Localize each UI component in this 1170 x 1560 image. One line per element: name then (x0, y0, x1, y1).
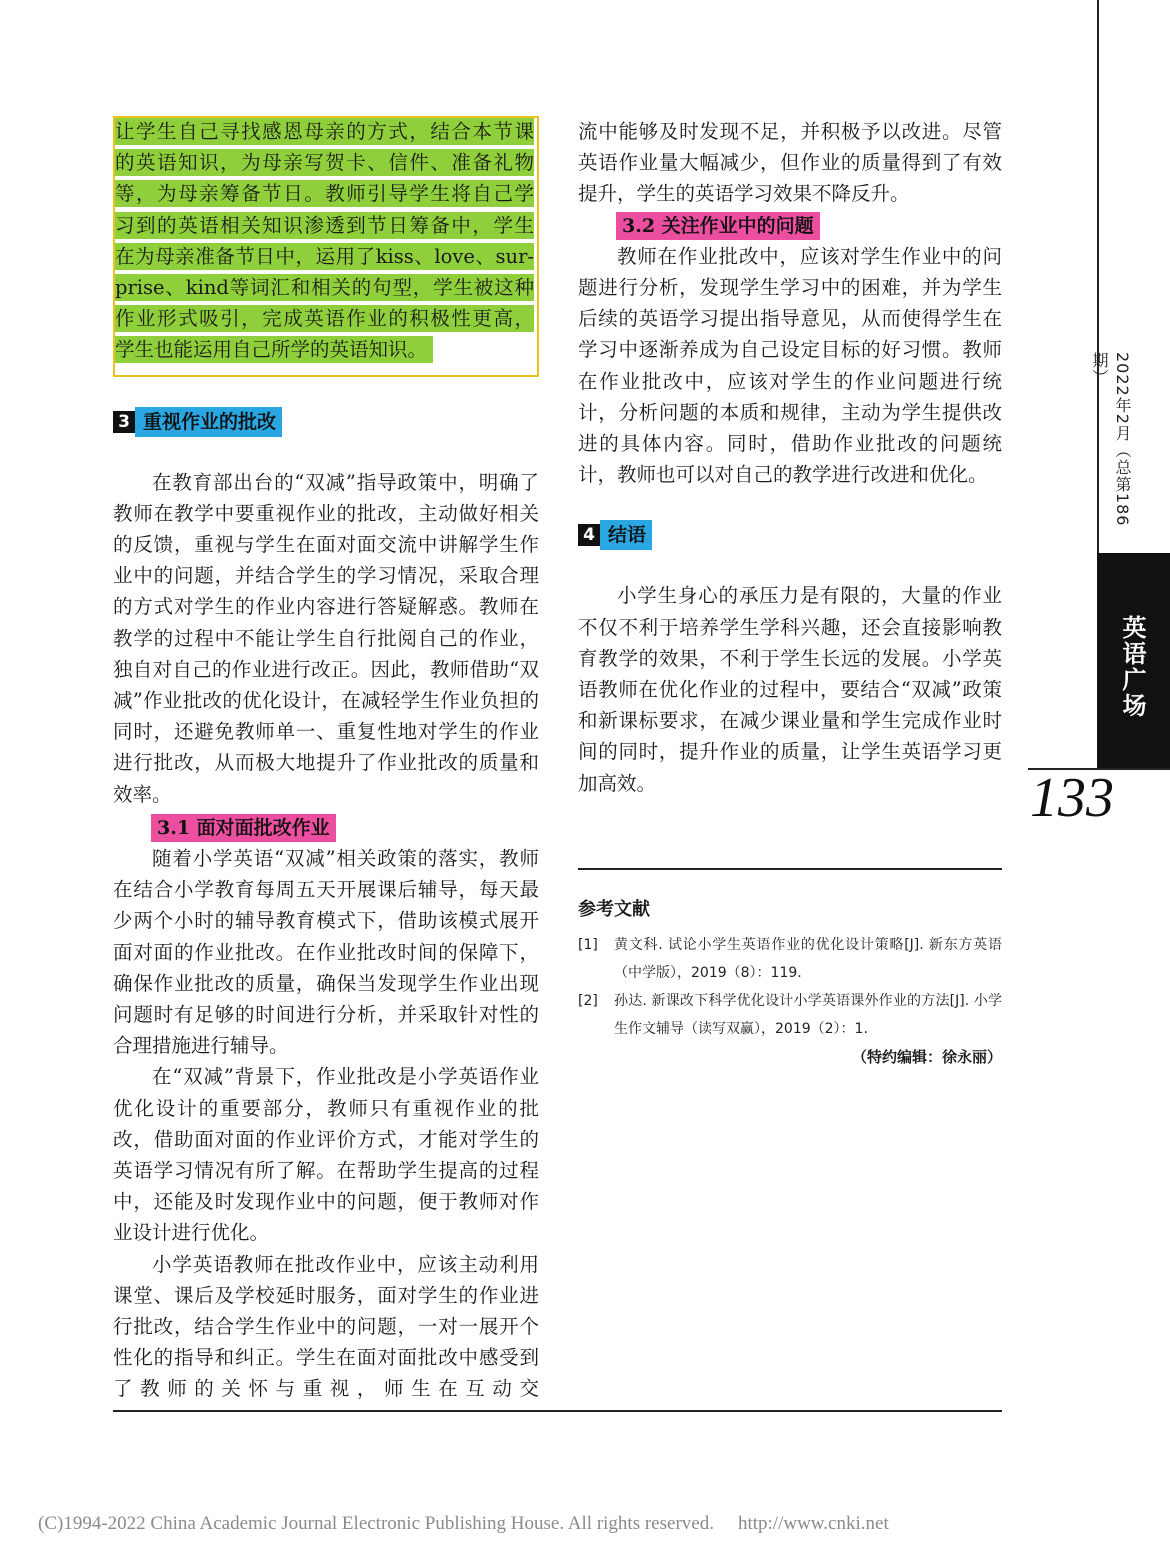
copyright-text: (C)1994-2022 China Academic Journal Electronic Publishing House. All rights reserved. (38, 1513, 714, 1534)
highlight-line: 习到的英语相关知识渗透到节日筹备中，学生 (115, 213, 534, 237)
section-4-heading (578, 520, 1002, 550)
references (578, 895, 1002, 1071)
highlight-line: prise、kind等词汇和相关的句型，学生被这种 (115, 275, 534, 299)
bottom-divider (113, 1410, 1002, 1412)
paragraph: 在“双减”背景下，作业批改是小学英语作业优化设计的重要部分，教师只有重视作业的批改，借助面对面的作业评价方式，才能对学生的英语学习情况有所了解。在帮助学生提高的过程中，还能及时发现作业中的问题，便于教师对作业设计进行优化。 (113, 1065, 539, 1245)
issue-date: 2022年2月（总第186期） (1090, 352, 1132, 527)
section-title: 结语 (600, 520, 652, 550)
section-title: 重视作业的批改 (135, 407, 282, 437)
highlighted-passage (113, 116, 539, 377)
paragraph: 小学生身心的承压力是有限的，大量的作业不仅不利于培养学生学科兴趣，还会直接影响教育教学的效果，不利于学生长远的发展。小学英语教师在优化作业的过程中，要结合“双减”政策和新课标要求，在减少课业量和学生完成作业时间的同时，提升作业的质量，让学生英语学习更加高效。 (578, 584, 1002, 795)
subsection-3-1-heading: 3.1 面对面批改作业 (151, 814, 336, 842)
footer (0, 1513, 1170, 1535)
left-column (113, 116, 539, 1405)
reference-item (578, 931, 1002, 987)
reference-text: 孙达. 新课改下科学优化设计小学英语课外作业的方法[J]. 小学生作文辅导（读写双赢），2019（2）：1. (614, 993, 1002, 1037)
column-tab (1097, 553, 1170, 768)
paragraph: 教师在作业批改中，应该对学生作业中的问题进行分析，发现学生学习中的困难，并为学生后续的英语学习提出指导意见，从而使得学生在学习中逐渐养成为自己设定目标的好习惯。教师在作业批改中，应该对学生的作业问题进行统计，分析问题的本质和规律，主动为学生提供改进的具体内容。同时，借助作业批改的问题统计，教师也可以对自己的教学进行改进和优化。 (578, 244, 1002, 487)
reference-number: [1] (578, 937, 598, 953)
section-number: 4 (578, 524, 600, 546)
reference-text: 黄文科. 试论小学生英语作业的优化设计策略[J]. 新东方英语（中学版），2019（8）：119. (614, 937, 1002, 981)
paragraph-continued: 流中能够及时发现不足，并积极予以改进。尽管英语作业量大幅减少，但作业的质量得到了有效提升，学生的英语学习效果不降反升。 (578, 120, 1002, 206)
highlight-line: 学生也能运用自己所学的英语知识。 (115, 336, 433, 363)
right-column (578, 116, 1002, 799)
footer-url[interactable]: http://www.cnki.net (737, 1513, 889, 1534)
paragraph: 随着小学英语“双减”相关政策的落实，教师在结合小学教育每周五天开展课后辅导，每天最少两个小时的辅导教育模式下，借助该模式展开面对面的作业批改。在作业批改时间的保障下，确保作业批改的质量，确保当发现学生作业出现问题时有足够的时间进行分析，并采取针对性的合理措施进行辅导。 (113, 846, 539, 1058)
subsection-3-2-heading: 3.2 关注作业中的问题 (616, 212, 820, 240)
paragraph: 小学英语教师在批改作业中，应该主动利用课堂、课后及学校延时服务，面对学生的作业进行批改，结合学生作业中的问题，一对一展开个性化的指导和纠正。学生在面对面批改中感受到了教师的关怀与重视，师生在互动交 (113, 1252, 539, 1401)
editor-credit: （特约编辑：徐永丽） (851, 1048, 1002, 1066)
references-heading: 参考文献 (578, 899, 650, 920)
page-number: 133 (1030, 767, 1114, 829)
references-divider (578, 868, 1002, 870)
section-number: 3 (113, 411, 135, 433)
highlight-line: 作业形式吸引，完成英语作业的积极性更高， (115, 307, 534, 331)
reference-item (578, 987, 1002, 1043)
column-name: 英语广场 (1118, 615, 1146, 719)
reference-number: [2] (578, 993, 598, 1009)
highlight-line: 的英语知识，为母亲写贺卡、信件、准备礼物 (115, 151, 534, 175)
section-3-heading (113, 407, 539, 437)
sidebar-rule (1097, 0, 1099, 555)
highlight-line: 等，为母亲筹备节日。教师引导学生将自己学 (115, 182, 534, 206)
highlight-line: 在为母亲准备节日中，运用了kiss、love、sur- (115, 244, 534, 268)
paragraph: 在教育部出台的“双减”指导政策中，明确了教师在教学中要重视作业的批改，主动做好相关的反馈，重视与学生在面对面交流中讲解学生作业中的问题，并结合学生的学习情况，采取合理的方式对学生的作业内容进行答疑解惑。教师在教学的过程中不能让学生自行批阅自己的作业，独自对自己的作业进行改正。因此，教师借助“双减”作业批改的优化设计，在减轻学生作业负担的同时，还避免教师单一、重复性地对学生的作业进行批改，从而极大地提升了作业批改的质量和效率。 (113, 470, 539, 806)
highlight-line: 让学生自己寻找感恩母亲的方式，结合本节课 (115, 120, 534, 143)
